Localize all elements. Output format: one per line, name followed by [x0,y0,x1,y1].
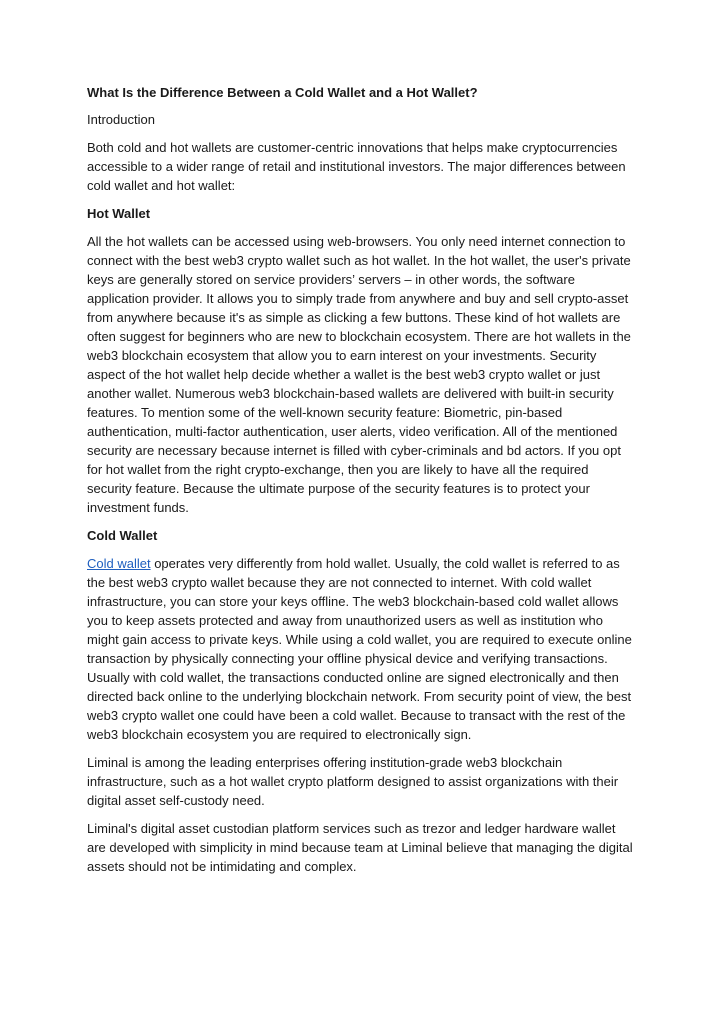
cold-wallet-paragraph [87,554,635,744]
intro-paragraph: Both cold and hot wallets are customer-centric innovations that helps make cryptocurrencies accessible to a wider range of retail and institutional investors. The major differences between cold wallet and hot wallet: [87,140,626,193]
document-body [87,83,635,885]
liminal-paragraph-1: Liminal is among the leading enterprises offering institution-grade web3 blockchain infrastructure, such as a hot wallet crypto platform designed to assist organizations with their digital asset self-custody need. [87,755,619,808]
document-title: What Is the Difference Between a Cold Wallet and a Hot Wallet? [87,85,478,100]
hot-wallet-heading: Hot Wallet [87,206,151,221]
cold-wallet-paragraph-text: operates very differently from hold wallet. Usually, the cold wallet is referred to as the best web3 crypto wallet because they are not connected to internet. With cold wallet infrastructure, you can store your keys offline. The web3 blockchain-based cold wallet allows you to keep assets protected and away from unauthorized users as well as institution who might gain access to private keys. While using a cold wallet, you are required to execute online transaction by physically connecting your offline physical device and verifying transactions. Usually with cold wallet, the transactions conducted online are signed electronically and then directed back online to the underlying blockchain network. From security point of view, the best web3 crypto wallet one could have been a cold wallet. Because to transact with the rest of the web3 blockchain ecosystem you are required to electronically sign. [87,556,632,742]
hot-wallet-paragraph: All the hot wallets can be accessed using web-browsers. You only need internet connection to connect with the best web3 crypto wallet such as hot wallet. In the hot wallet, the user's private keys are generally stored on service providers’ servers – in other words, the software application provider. It allows you to simply trade from anywhere and buy and sell crypto-asset from anywhere because it's as simple as clicking a few buttons. These kind of hot wallets are often suggest for beginners who are new to blockchain ecosystem. There are hot wallets in the web3 blockchain ecosystem that allow you to earn interest on your investments. Security aspect of the hot wallet help decide whether a wallet is the best web3 crypto wallet or just another wallet. Numerous web3 blockchain-based wallets are delivered with built-in security features. To mention some of the well-known security feature: Biometric, pin-based authentication, multi-factor authentication, user alerts, video verification. All of the mentioned security are necessary because internet is filled with cyber-criminals and bd actors. If you opt for hot wallet from the right crypto-exchange, then you are likely to have all the required security feature. Because the ultimate purpose of the security features is to protect your investment funds. [87,234,631,515]
cold-wallet-link[interactable]: Cold wallet [87,556,151,571]
intro-label: Introduction [87,112,155,127]
cold-wallet-heading: Cold Wallet [87,528,158,543]
liminal-paragraph-2: Liminal's digital asset custodian platform services such as trezor and ledger hardware wallet are developed with simplicity in mind because team at Liminal believe that managing the digital assets should not be intimidating and complex. [87,821,633,874]
